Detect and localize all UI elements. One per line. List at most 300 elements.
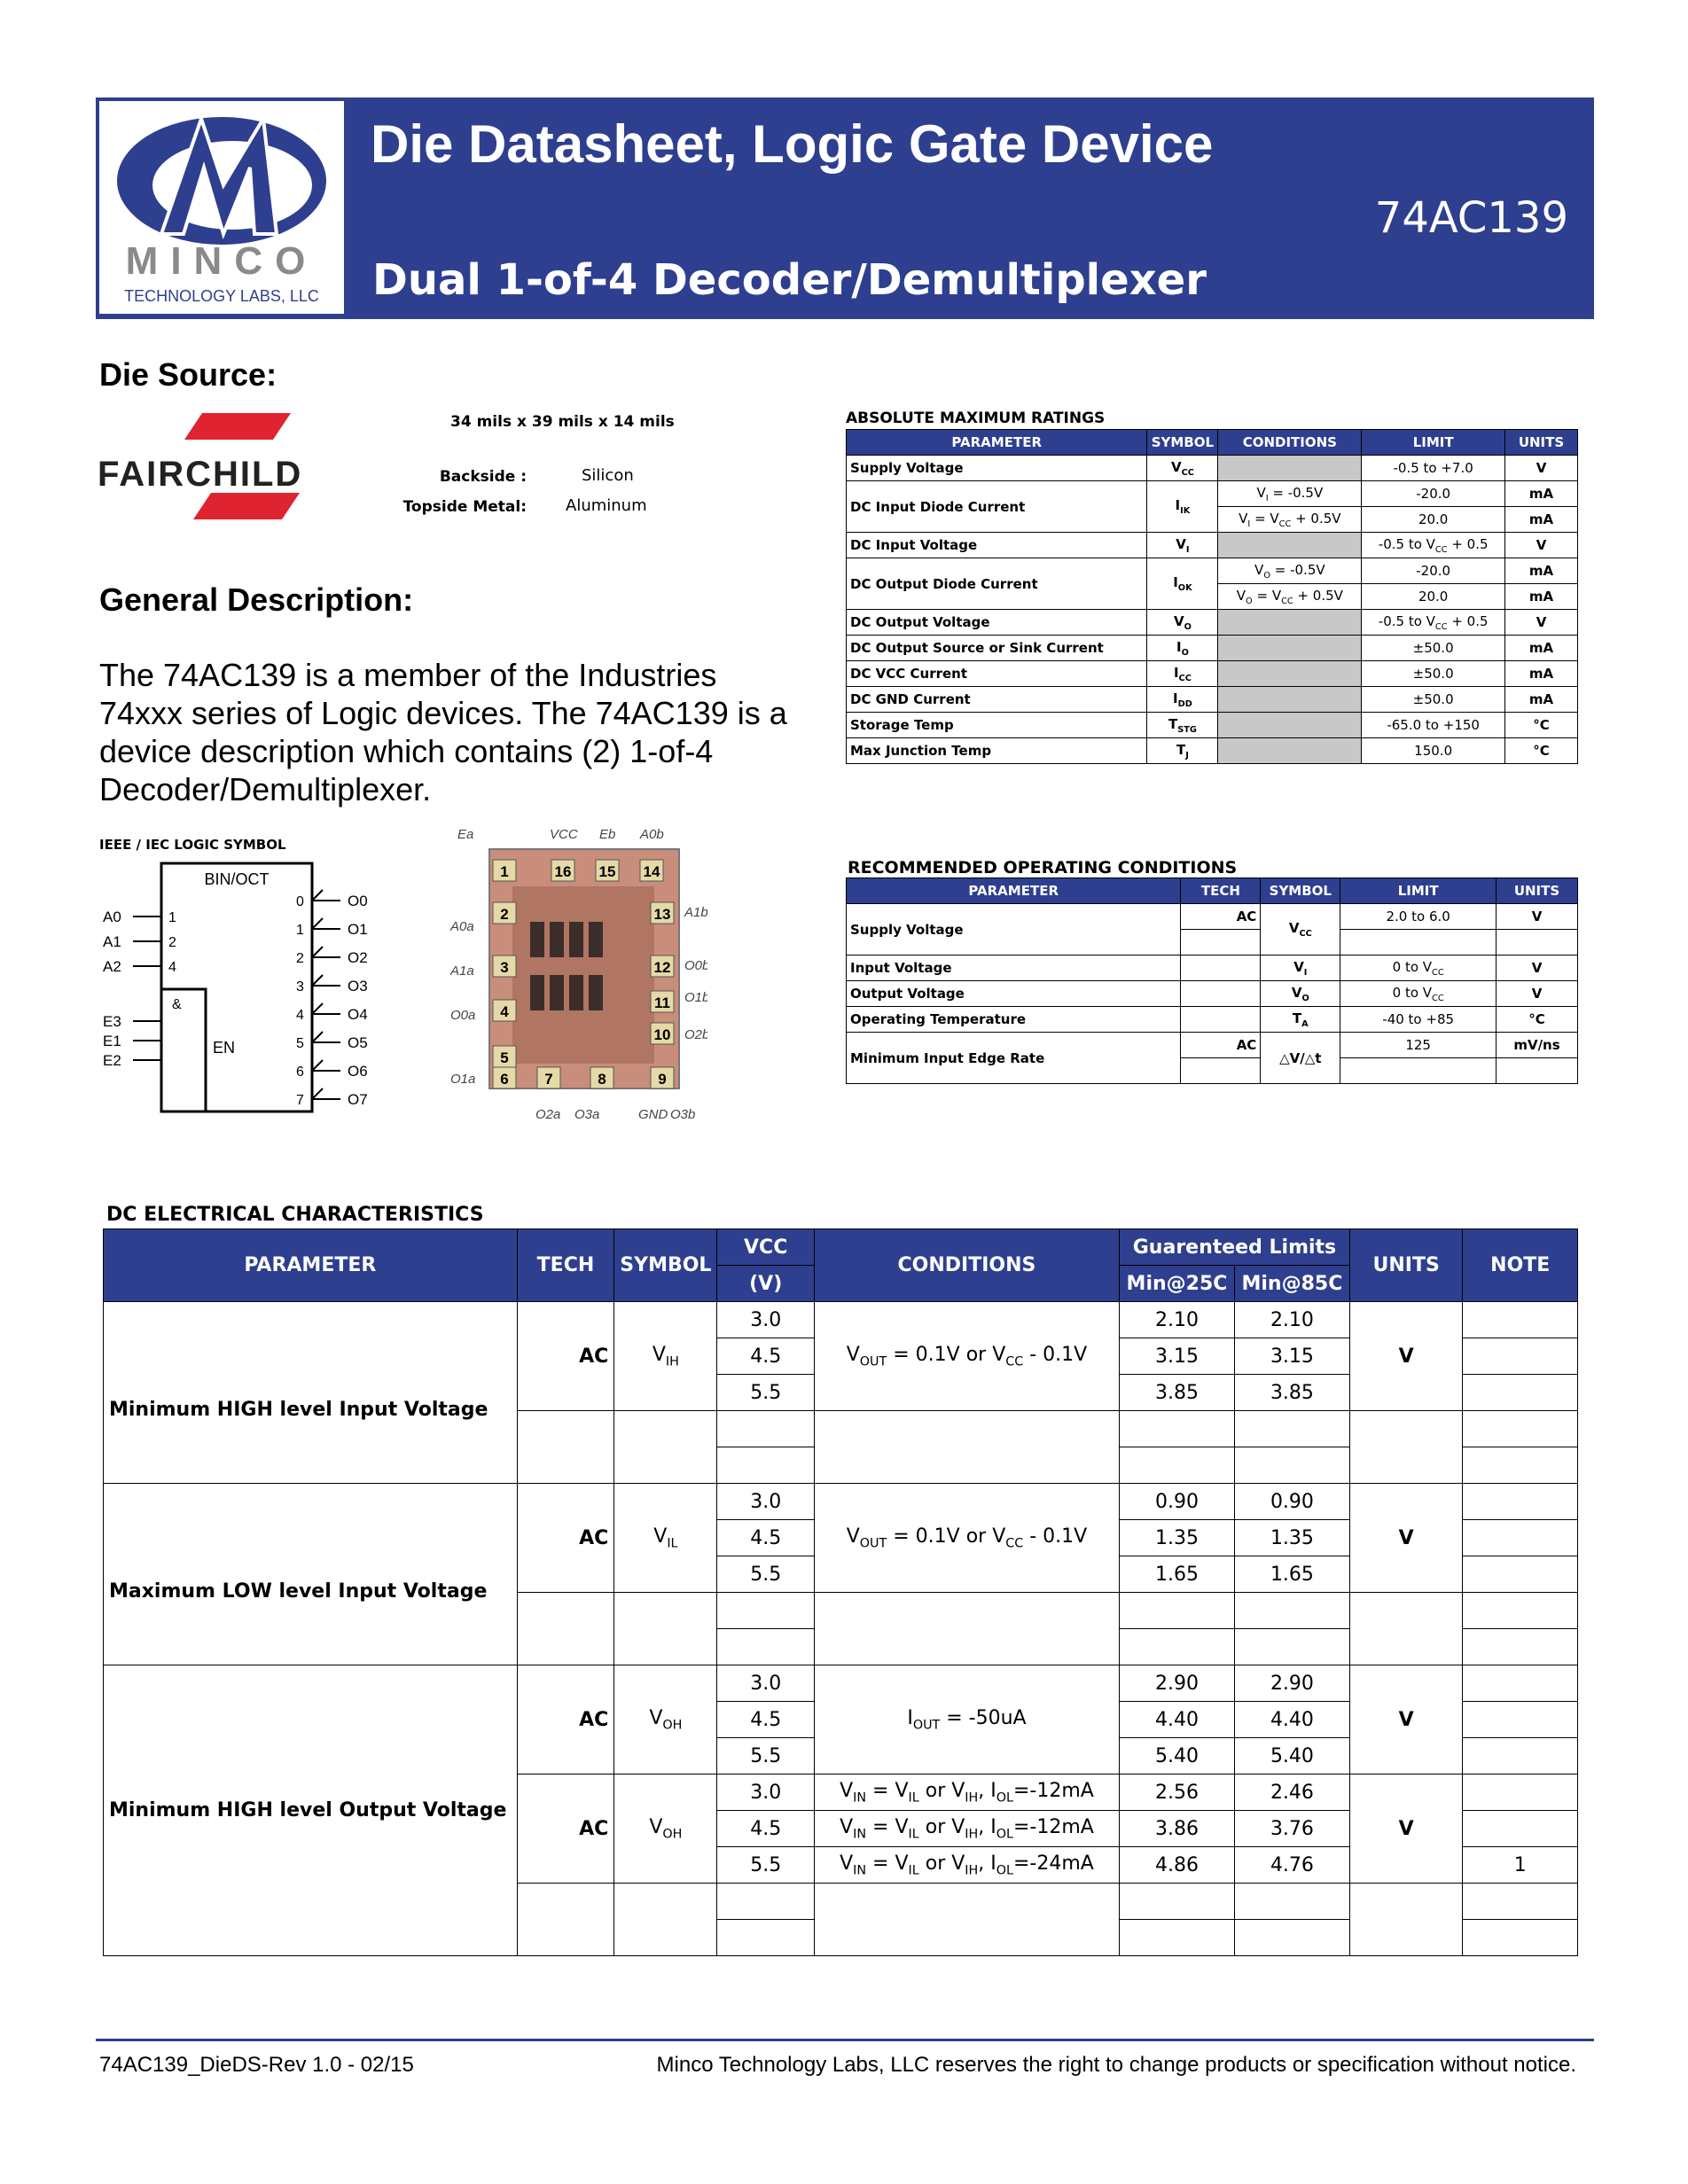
vcc-cell (717, 1411, 814, 1447)
table-row (847, 481, 1578, 507)
symbol-cell: $T_A$ (1261, 1007, 1340, 1033)
die-pad-number: 5 (500, 1049, 509, 1066)
logic-output-pin: 2 (296, 951, 304, 966)
vcc-cell: 3.0 (717, 1665, 814, 1702)
condition-cell: $V_{OUT} = 0.1V$ or $V_{CC} - 0.1V$ (814, 1484, 1119, 1593)
unit-cell: V (1505, 533, 1578, 558)
condition-cell: $V_O = V_{CC} + 0.5V$ (1218, 584, 1362, 610)
note-cell (1463, 1920, 1578, 1956)
condition-cell: $V_O = -0.5V$ (1218, 558, 1362, 584)
logic-input-label: A2 (103, 958, 121, 975)
limit-cell: 20.0 (1362, 584, 1505, 610)
die-pad-number: 14 (643, 863, 660, 880)
table-row (847, 636, 1578, 661)
symbol-cell: $V_{CC}$ (1147, 456, 1218, 481)
param-cell: Supply Voltage (847, 904, 1181, 956)
die-pad-number: 4 (500, 1003, 509, 1020)
note-cell (1463, 1338, 1578, 1375)
min25-cell (1120, 1920, 1235, 1956)
unit-cell: V (1349, 1484, 1463, 1593)
table-row (847, 981, 1578, 1007)
die-dimensions: 34 mils x 39 mils x 14 mils (450, 413, 675, 431)
table-row (847, 904, 1578, 930)
table-header-cell: PARAMETER (104, 1229, 518, 1302)
die-label: O3a (574, 1107, 600, 1122)
die-label: A0a (450, 919, 474, 934)
unit-cell: mA (1505, 687, 1578, 713)
die-label: O2a (535, 1107, 561, 1122)
min85-cell: 2.90 (1234, 1665, 1349, 1702)
vcc-cell: 5.5 (717, 1375, 814, 1411)
table-row (847, 558, 1578, 584)
limit-cell: 150.0 (1362, 738, 1505, 764)
die-pad-number: 9 (658, 1071, 667, 1088)
condition-cell: $V_{IN} = V_{IL}$ or $V_{IH}$, $I_{OL}=-12mA$ (814, 1774, 1119, 1811)
table-header-cell: NOTE (1463, 1229, 1578, 1302)
table-row (847, 456, 1578, 481)
unit-cell: mA (1505, 661, 1578, 687)
param-cell: DC Output Diode Current (847, 558, 1147, 610)
tech-cell: AC (517, 1302, 614, 1411)
min25-cell (1120, 1447, 1235, 1484)
vcc-cell (717, 1884, 814, 1920)
symbol-cell: $V_I$ (1147, 533, 1218, 558)
block-label: BIN/OCT (204, 870, 270, 888)
note-cell: 1 (1463, 1847, 1578, 1884)
die-pad-number: 2 (500, 906, 509, 923)
limit-cell: 20.0 (1362, 507, 1505, 533)
die-label: Ea (457, 827, 474, 842)
min85-cell: 3.76 (1234, 1811, 1349, 1847)
die-source-heading: Die Source: (99, 356, 277, 393)
tech-cell (517, 1593, 614, 1665)
min85-cell (1234, 1920, 1349, 1956)
logic-output-label: O1 (348, 921, 368, 938)
min25-cell (1120, 1593, 1235, 1629)
die-label: VCC (550, 827, 578, 842)
unit-cell (1349, 1593, 1463, 1665)
note-cell (1463, 1811, 1578, 1847)
tech-cell: AC (1181, 904, 1261, 930)
condition-cell (1218, 636, 1362, 661)
note-cell (1463, 1556, 1578, 1593)
condition-cell (1218, 456, 1362, 481)
min25-cell (1120, 1629, 1235, 1665)
topside-value: Aluminum (566, 496, 647, 515)
die-photo (450, 824, 707, 1130)
symbol-cell: $T_J$ (1147, 738, 1218, 764)
symbol-cell: $I_O$ (1147, 636, 1218, 661)
min25-cell: 5.40 (1120, 1738, 1235, 1774)
die-pad-number: 3 (500, 959, 509, 976)
symbol-cell: $V_{IH}$ (614, 1302, 717, 1411)
logic-symbol-diagram (99, 856, 383, 1127)
symbol-cell (614, 1593, 717, 1665)
table-row (847, 956, 1578, 981)
param-cell: DC Input Voltage (847, 533, 1147, 558)
table-row (104, 1302, 1578, 1338)
logic-input-pin: 2 (168, 935, 176, 950)
and-label: & (172, 997, 182, 1012)
symbol-cell: $V_{IL}$ (614, 1484, 717, 1593)
symbol-cell (614, 1884, 717, 1956)
logic-output-line (312, 1060, 340, 1071)
unit-cell: V (1497, 956, 1578, 981)
limit-cell: -40 to +85 (1340, 1007, 1497, 1033)
table-header-cell: CONDITIONS (814, 1229, 1119, 1302)
die-label: A1b (684, 905, 707, 920)
topside-label: Topside Metal: (402, 498, 527, 516)
table-row (104, 1484, 1578, 1520)
symbol-cell: $V_{OH}$ (614, 1774, 717, 1884)
min85-cell: 0.90 (1234, 1484, 1349, 1520)
logic-output-line (312, 918, 340, 929)
limit-cell: 125 (1340, 1033, 1497, 1058)
symbol-cell: $I_{IK}$ (1147, 481, 1218, 533)
note-cell (1463, 1593, 1578, 1629)
symbol-cell: △V/△t (1261, 1033, 1340, 1084)
die-pad-number: 11 (654, 994, 670, 1011)
logic-output-pin: 0 (296, 894, 304, 909)
min25-cell: 3.15 (1120, 1338, 1235, 1375)
table-header-cell: LIMIT (1340, 878, 1497, 904)
min25-cell: 1.35 (1120, 1520, 1235, 1556)
unit-cell: mA (1505, 636, 1578, 661)
vcc-cell: 5.5 (717, 1847, 814, 1884)
limit-cell: -65.0 to +150 (1362, 713, 1505, 738)
die-pad-number: 13 (653, 906, 671, 923)
unit-cell (1349, 1884, 1463, 1956)
limit-cell (1340, 930, 1497, 956)
limit-cell: 2.0 to 6.0 (1340, 904, 1497, 930)
table-row (847, 661, 1578, 687)
vcc-cell: 3.0 (717, 1774, 814, 1811)
symbol-cell (614, 1411, 717, 1484)
table-header-cell: TECH (517, 1229, 614, 1302)
vcc-cell: 4.5 (717, 1520, 814, 1556)
table-header-cell: Min@25C (1120, 1266, 1235, 1302)
logic-output-pin: 4 (296, 1008, 304, 1023)
table-header-cell: VCC (717, 1229, 814, 1266)
condition-cell (1218, 610, 1362, 636)
unit-cell (1349, 1411, 1463, 1484)
table-header-cell: UNITS (1349, 1229, 1463, 1302)
svg-text:TECHNOLOGY LABS, LLC: TECHNOLOGY LABS, LLC (124, 287, 319, 305)
min85-cell: 2.46 (1234, 1774, 1349, 1811)
abs-max-caption: ABSOLUTE MAXIMUM RATINGS (846, 410, 1106, 427)
condition-cell (1218, 713, 1362, 738)
unit-cell: °C (1505, 713, 1578, 738)
note-cell (1463, 1484, 1578, 1520)
param-cell: Minimum Input Edge Rate (847, 1033, 1181, 1084)
min85-cell: 3.15 (1234, 1338, 1349, 1375)
table-row (847, 687, 1578, 713)
note-cell (1463, 1302, 1578, 1338)
die-label: O0b (684, 958, 707, 973)
min25-cell: 2.10 (1120, 1302, 1235, 1338)
die-label: O0a (450, 1008, 476, 1023)
min85-cell (1234, 1411, 1349, 1447)
minco-logo-icon (99, 101, 344, 314)
param-cell: DC GND Current (847, 687, 1147, 713)
note-cell (1463, 1884, 1578, 1920)
logic-input-label: E1 (103, 1033, 121, 1049)
logic-symbol-caption: IEEE / IEC LOGIC SYMBOL (99, 837, 286, 853)
footer-disclaimer: Minco Technology Labs, LLC reserves the right to change products or specification without notice. (656, 2053, 1576, 2077)
vcc-cell: 3.0 (717, 1484, 814, 1520)
min25-cell: 3.85 (1120, 1375, 1235, 1411)
tech-cell (517, 1884, 614, 1956)
die-pad-number: 16 (554, 863, 572, 880)
min25-cell: 2.90 (1120, 1665, 1235, 1702)
unit-cell: mA (1505, 584, 1578, 610)
unit-cell: V (1349, 1774, 1463, 1884)
vcc-cell: 4.5 (717, 1338, 814, 1375)
unit-cell: V (1505, 610, 1578, 636)
note-cell (1463, 1774, 1578, 1811)
logic-output-line (312, 975, 340, 986)
roc-table (846, 878, 1578, 1084)
unit-cell: °C (1497, 1007, 1578, 1033)
condition-cell (1218, 738, 1362, 764)
unit-cell: mA (1505, 558, 1578, 584)
limit-cell: -0.5 to $V_{CC} + 0.5$ (1362, 533, 1505, 558)
logic-output-pin: 1 (296, 923, 304, 938)
die-pad-number: 7 (544, 1071, 553, 1088)
die-label: GND (638, 1107, 668, 1122)
tech-cell (517, 1411, 614, 1484)
param-cell: Output Voltage (847, 981, 1181, 1007)
table-row (847, 1033, 1578, 1058)
note-cell (1463, 1411, 1578, 1447)
table-header-cell: SYMBOL (1147, 430, 1218, 456)
tech-cell (1181, 981, 1261, 1007)
unit-cell (1497, 930, 1578, 956)
die-pad-number: 6 (500, 1071, 509, 1088)
vcc-cell: 5.5 (717, 1556, 814, 1593)
limit-cell: -20.0 (1362, 481, 1505, 507)
table-header-cell: PARAMETER (847, 878, 1181, 904)
die-pad-number: 12 (653, 959, 671, 976)
minco-logo (99, 101, 344, 314)
logic-input-pin: 4 (168, 960, 176, 975)
vcc-cell (717, 1920, 814, 1956)
logic-output-label: O0 (348, 893, 368, 909)
table-header-cell: UNITS (1497, 878, 1578, 904)
min25-cell: 0.90 (1120, 1484, 1235, 1520)
tech-cell (1181, 1058, 1261, 1084)
symbol-cell: $I_{DD}$ (1147, 687, 1218, 713)
note-cell (1463, 1738, 1578, 1774)
param-cell: DC Output Voltage (847, 610, 1147, 636)
vcc-cell: 4.5 (717, 1702, 814, 1738)
min85-cell: 4.76 (1234, 1847, 1349, 1884)
table-header-cell: (V) (717, 1266, 814, 1302)
param-cell: Minimum HIGH level Input Voltage (104, 1302, 518, 1484)
min85-cell: 1.35 (1234, 1520, 1349, 1556)
min25-cell: 3.86 (1120, 1811, 1235, 1847)
logic-input-label: E3 (103, 1013, 121, 1030)
die-label: O3b (670, 1107, 696, 1122)
general-description-text: The 74AC139 is a member of the Industries 74xxx series of Logic devices. The 74AC139 is a device description which contains (2) 1-of-4 Decoder/Demultiplexer. (99, 657, 787, 807)
note-cell (1463, 1702, 1578, 1738)
logic-output-label: O6 (348, 1063, 368, 1080)
dc-caption: DC ELECTRICAL CHARACTERISTICS (106, 1204, 484, 1226)
param-cell: DC Input Diode Current (847, 481, 1147, 533)
table-header-cell: TECH (1181, 878, 1261, 904)
min25-cell: 4.86 (1120, 1847, 1235, 1884)
param-cell: Storage Temp (847, 713, 1147, 738)
limit-cell (1340, 1058, 1497, 1084)
condition-cell: $V_{OUT} = 0.1V$ or $V_{CC} - 0.1V$ (814, 1302, 1119, 1411)
param-cell: Input Voltage (847, 956, 1181, 981)
die-label: Eb (599, 827, 616, 842)
vcc-cell (717, 1593, 814, 1629)
vcc-cell: 5.5 (717, 1738, 814, 1774)
table-row (847, 1007, 1578, 1033)
logic-output-pin: 6 (296, 1065, 304, 1080)
limit-cell: ±50.0 (1362, 687, 1505, 713)
roc-caption: RECOMMENDED OPERATING CONDITIONS (848, 858, 1238, 878)
footer-divider (96, 2039, 1594, 2041)
symbol-cell: $I_{CC}$ (1147, 661, 1218, 687)
limit-cell: -0.5 to $V_{CC} + 0.5$ (1362, 610, 1505, 636)
tech-cell: AC (1181, 1033, 1261, 1058)
min25-cell (1120, 1411, 1235, 1447)
vcc-cell: 3.0 (717, 1302, 814, 1338)
unit-cell: V (1497, 981, 1578, 1007)
logic-output-pin: 3 (296, 979, 304, 994)
table-header-cell: LIMIT (1362, 430, 1505, 456)
symbol-cell: $V_{OH}$ (614, 1665, 717, 1774)
symbol-cell: $T_{STG}$ (1147, 713, 1218, 738)
unit-cell: mV/ns (1497, 1033, 1578, 1058)
param-cell: DC VCC Current (847, 661, 1147, 687)
limit-cell: 0 to $V_{CC}$ (1340, 956, 1497, 981)
min25-cell: 2.56 (1120, 1774, 1235, 1811)
abs-max-table (846, 429, 1578, 764)
logic-output-line (312, 1003, 340, 1014)
min85-cell: 3.85 (1234, 1375, 1349, 1411)
limit-cell: -0.5 to +7.0 (1362, 456, 1505, 481)
condition-cell (814, 1593, 1119, 1665)
backside-label: Backside : (439, 468, 527, 486)
table-header-cell: Min@85C (1234, 1266, 1349, 1302)
logic-output-pin: 5 (296, 1036, 304, 1051)
table-row (847, 533, 1578, 558)
min25-cell: 1.65 (1120, 1556, 1235, 1593)
symbol-cell: $V_O$ (1261, 981, 1340, 1007)
tech-cell: AC (517, 1774, 614, 1884)
symbol-cell: $V_O$ (1147, 610, 1218, 636)
symbol-cell: $V_{CC}$ (1261, 904, 1340, 956)
condition-cell (1218, 687, 1362, 713)
min25-cell: 4.40 (1120, 1702, 1235, 1738)
param-cell: Supply Voltage (847, 456, 1147, 481)
unit-cell: mA (1505, 481, 1578, 507)
tech-cell: AC (517, 1665, 614, 1774)
table-header-cell: SYMBOL (1261, 878, 1340, 904)
logic-output-label: O7 (348, 1091, 368, 1108)
general-description-heading: General Description: (99, 581, 414, 618)
note-cell (1463, 1375, 1578, 1411)
die-pad-number: 1 (500, 863, 509, 880)
die-pad-number: 8 (598, 1071, 606, 1088)
note-cell (1463, 1520, 1578, 1556)
die-label: O2b (684, 1027, 707, 1042)
tech-cell: AC (517, 1484, 614, 1593)
min85-cell (1234, 1593, 1349, 1629)
param-cell: Maximum LOW level Input Voltage (104, 1484, 518, 1665)
die-label: A1a (450, 963, 474, 979)
param-cell: Operating Temperature (847, 1007, 1181, 1033)
param-cell: DC Output Source or Sink Current (847, 636, 1147, 661)
table-header-cell: PARAMETER (847, 430, 1147, 456)
logic-output-line (312, 947, 340, 957)
note-cell (1463, 1665, 1578, 1702)
limit-cell: 0 to $V_{CC}$ (1340, 981, 1497, 1007)
fairchild-logo (96, 413, 362, 542)
param-cell: Max Junction Temp (847, 738, 1147, 764)
vcc-cell (717, 1447, 814, 1484)
min85-cell: 1.65 (1234, 1556, 1349, 1593)
condition-cell: $V_I = V_{CC} + 0.5V$ (1218, 507, 1362, 533)
symbol-cell: $V_I$ (1261, 956, 1340, 981)
logic-output-label: O2 (348, 949, 368, 966)
unit-cell: mA (1505, 507, 1578, 533)
svg-text:MINCO: MINCO (125, 239, 318, 283)
page-subtitle: Dual 1-of-4 Decoder/Demultiplexer (372, 255, 1207, 305)
min85-cell: 2.10 (1234, 1302, 1349, 1338)
table-row (847, 610, 1578, 636)
tech-cell (1181, 956, 1261, 981)
die-pad-number: 10 (653, 1026, 671, 1043)
min85-cell: 4.40 (1234, 1702, 1349, 1738)
limit-cell: ±50.0 (1362, 636, 1505, 661)
logic-input-label: A1 (103, 933, 121, 950)
enable-label: EN (213, 1039, 236, 1057)
unit-cell (1497, 1058, 1578, 1084)
unit-cell: V (1349, 1302, 1463, 1411)
tech-cell (1181, 930, 1261, 956)
condition-cell (814, 1411, 1119, 1484)
min85-cell (1234, 1629, 1349, 1665)
logic-input-pin: 1 (168, 910, 176, 925)
vcc-cell (717, 1629, 814, 1665)
table-header-cell: CONDITIONS (1218, 430, 1362, 456)
logic-output-label: O4 (348, 1006, 368, 1023)
condition-cell (1218, 661, 1362, 687)
dc-table (103, 1228, 1578, 1956)
table-row (847, 738, 1578, 764)
logic-output-pin: 7 (296, 1093, 304, 1108)
backside-value: Silicon (582, 466, 634, 485)
die-pad-number: 15 (598, 863, 616, 880)
condition-cell: $V_I = -0.5V$ (1218, 481, 1362, 507)
logic-output-line (312, 1088, 340, 1099)
param-cell: Minimum HIGH level Output Voltage (104, 1665, 518, 1956)
logic-output-line (312, 890, 340, 901)
limit-cell: ±50.0 (1362, 661, 1505, 687)
logic-input-label: E2 (103, 1052, 121, 1069)
die-label: A0b (640, 827, 664, 842)
die-label: O1b (684, 990, 707, 1005)
min85-cell: 5.40 (1234, 1738, 1349, 1774)
symbol-cell: $I_{OK}$ (1147, 558, 1218, 610)
logic-output-label: O5 (348, 1034, 368, 1051)
condition-cell: $I_{OUT} = -50uA$ (814, 1665, 1119, 1774)
table-header-cell: SYMBOL (614, 1229, 717, 1302)
